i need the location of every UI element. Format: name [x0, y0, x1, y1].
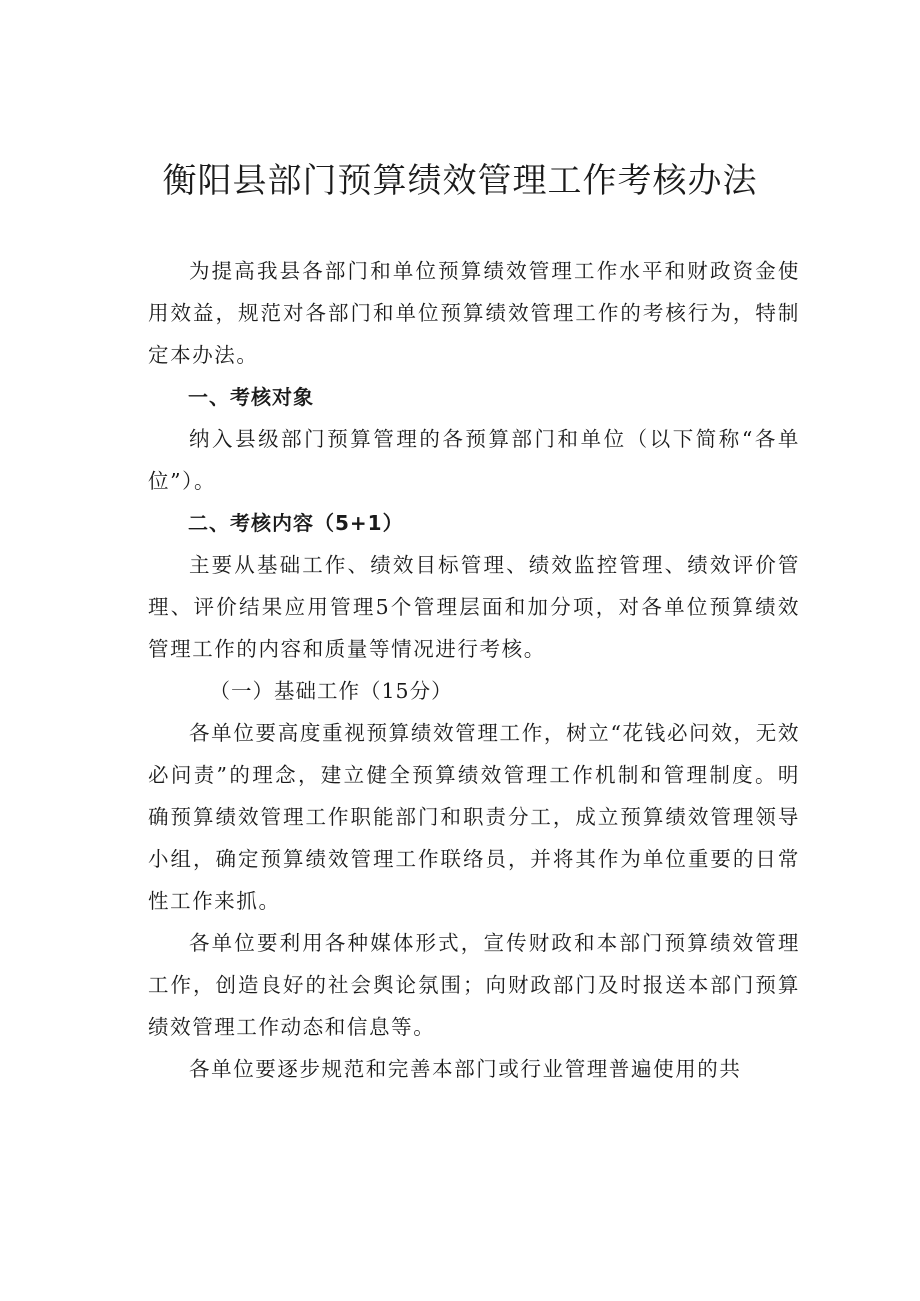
paragraph-basic-work-2: 各单位要利用各种媒体形式，宣传财政和本部门预算绩效管理工作，创造良好的社会舆论氛围；向财政部门及时报送本部门预算绩效管理工作动态和信息等。 [148, 931, 800, 1039]
section-heading-assessment-target: 一、考核对象 [188, 385, 314, 409]
document-body [148, 250, 800, 1090]
section-heading-assessment-content: 二、考核内容（5+1） [188, 511, 404, 535]
paragraph-basic-work-1: 各单位要高度重视预算绩效管理工作，树立“花钱必问效，无效必问责”的理念，建立健全预算绩效管理工作机制和管理制度。明确预算绩效管理工作职能部门和职责分工，成立预算绩效管理领导小组，确定预算绩效管理工作联络员，并将其作为单位重要的日常性工作来抓。 [148, 721, 800, 913]
subsection-heading-basic-work: （一）基础工作（15分） [209, 679, 453, 703]
paragraph-assessment-target: 纳入县级部门预算管理的各预算部门和单位（以下简称“各单位”）。 [148, 427, 800, 493]
paragraph-basic-work-3: 各单位要逐步规范和完善本部门或行业管理普遍使用的共 [189, 1057, 742, 1081]
document-title: 衡阳县部门预算绩效管理工作考核办法 [162, 161, 758, 201]
paragraph-intro: 为提高我县各部门和单位预算绩效管理工作水平和财政资金使用效益，规范对各部门和单位预算绩效管理工作的考核行为，特制定本办法。 [148, 259, 800, 367]
paragraph-assessment-content: 主要从基础工作、绩效目标管理、绩效监控管理、绩效评价管理、评价结果应用管理5个管理层面和加分项，对各单位预算绩效管理工作的内容和质量等情况进行考核。 [148, 553, 800, 661]
